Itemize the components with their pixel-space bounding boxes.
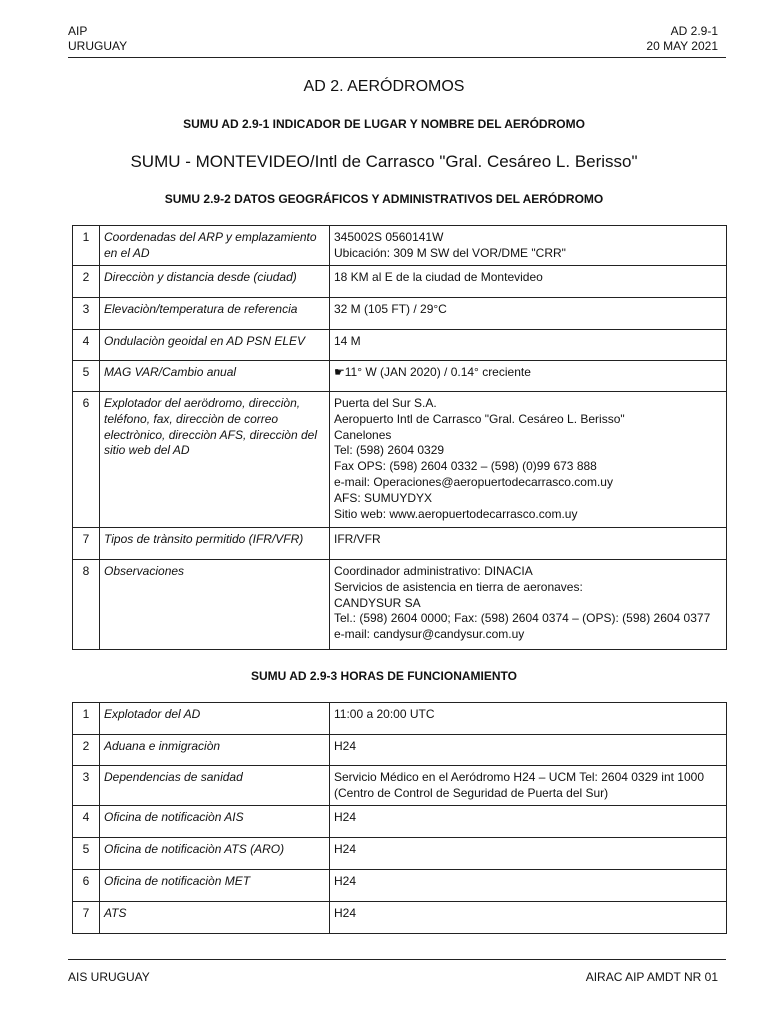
value-line: Servicios de asistencia en tierra de aeronaves: (334, 579, 583, 594)
row-number: 6 (73, 392, 100, 528)
value-line: Ubicación: 309 M SW del VOR/DME "CRR" (334, 245, 566, 260)
row-value (330, 902, 727, 934)
value-line: AFS: SUMUYDYX (334, 490, 433, 505)
row-number: 1 (73, 703, 100, 735)
row-number: 5 (73, 838, 100, 870)
value-line: CANDYSUR SA (334, 595, 421, 610)
table-row (73, 766, 727, 806)
row-value (330, 392, 727, 528)
row-value (330, 766, 727, 806)
row-value (330, 266, 727, 298)
value-line: 11:00 a 20:00 UTC (334, 707, 435, 721)
table-row (73, 870, 727, 902)
row-number: 6 (73, 870, 100, 902)
row-label: Explotador del AD (100, 703, 330, 735)
table-row (73, 298, 727, 330)
footer-rule (68, 959, 726, 960)
value-line: e-mail: Operaciones@aeropuertodecarrasco.com.uy (334, 474, 613, 489)
value-line: 32 M (105 FT) / 29°C (334, 302, 447, 316)
row-number: 4 (73, 806, 100, 838)
value-line: Tel.: (598) 2604 0000; Fax: (598) 2604 0374 – (OPS): (598) 2604 0377 (334, 611, 711, 626)
row-number: 2 (73, 266, 100, 298)
table-row (73, 806, 727, 838)
row-value (330, 330, 727, 361)
row-label: Oficina de notificaciòn MET (100, 870, 330, 902)
value-line: H24 (334, 810, 357, 824)
value-line: H24 (334, 842, 357, 856)
value-line: H24 (334, 874, 357, 888)
row-number: 3 (73, 298, 100, 330)
value-line: Canelones (334, 427, 392, 442)
header-country: URUGUAY (68, 39, 128, 53)
table-row (73, 735, 727, 766)
header-left (68, 24, 127, 54)
value-line: Fax OPS: (598) 2604 0332 – (598) (0)99 673 888 (334, 459, 597, 474)
value-line: e-mail: candysur@candysur.com.uy (334, 627, 525, 642)
row-label: Oficina de notificaciòn ATS (ARO) (100, 838, 330, 870)
table-row (73, 361, 727, 392)
row-label: Ondulaciòn geoidal en AD PSN ELEV (100, 330, 330, 361)
value-line: (Centro de Control de Seguridad de Puerta del Sur) (334, 785, 609, 800)
table-row (73, 392, 727, 528)
row-label: ATS (100, 902, 330, 934)
header-rule (68, 57, 726, 58)
table-row (73, 902, 727, 934)
row-value (330, 528, 727, 560)
geographic-admin-table (72, 225, 727, 650)
value-line: IFR/VFR (334, 532, 381, 546)
value-line: 345002S 0560141W (334, 230, 444, 244)
table-row (73, 560, 727, 650)
row-value (330, 226, 727, 266)
row-number: 2 (73, 735, 100, 766)
row-value (330, 838, 727, 870)
value-line: ☛11° W (JAN 2020) / 0.14° creciente (334, 365, 531, 379)
header-right (646, 24, 718, 54)
row-label: Direcciòn y distancia desde (ciudad) (100, 266, 330, 298)
row-number: 1 (73, 226, 100, 266)
value-line: 14 M (334, 334, 361, 348)
row-number: 8 (73, 560, 100, 650)
table-row (73, 226, 727, 266)
row-number: 4 (73, 330, 100, 361)
row-value (330, 560, 727, 650)
row-label: Dependencias de sanidad (100, 766, 330, 806)
operating-hours-table (72, 702, 727, 934)
header-aip: AIP (68, 24, 88, 38)
aerodrome-name: SUMU - MONTEVIDEO/Intl de Carrasco "Gral. Cesáreo L. Berisso" (130, 152, 638, 171)
row-label: Explotador del aerödromo, direcciòn, teléfono, fax, direcciòn de correo electrònico, direcciòn AFS, direcciòn del sitio web del AD (100, 392, 330, 528)
footer-right: AIRAC AIP AMDT NR 01 (585, 970, 718, 984)
table-row (73, 703, 727, 735)
row-number: 3 (73, 766, 100, 806)
value-line: Puerta del Sur S.A. (334, 396, 437, 410)
value-line: Servicio Médico en el Aeródromo H24 – UCM Tel: 2604 0329 int 1000 (334, 770, 704, 784)
value-line: H24 (334, 739, 357, 753)
table-row (73, 528, 727, 560)
row-value (330, 735, 727, 766)
section1-heading: SUMU AD 2.9-1 INDICADOR DE LUGAR Y NOMBRE DEL AERÓDROMO (183, 117, 585, 131)
row-value (330, 870, 727, 902)
row-label: MAG VAR/Cambio anual (100, 361, 330, 392)
row-value (330, 361, 727, 392)
header-date: 20 MAY 2021 (646, 39, 718, 53)
row-number: 5 (73, 361, 100, 392)
row-number: 7 (73, 902, 100, 934)
header-page-ref: AD 2.9-1 (670, 24, 718, 38)
value-line: Sitio web: www.aeropuertodecarrasco.com.uy (334, 506, 578, 521)
value-line: Coordinador administrativo: DINACIA (334, 564, 533, 578)
row-label: Oficina de notificaciòn AIS (100, 806, 330, 838)
row-value (330, 298, 727, 330)
row-number: 7 (73, 528, 100, 560)
row-value (330, 806, 727, 838)
table-row (73, 330, 727, 361)
row-label: Coordenadas del ARP y emplazamiento en el AD (100, 226, 330, 266)
row-label: Observaciones (100, 560, 330, 650)
row-label: Aduana e inmigraciòn (100, 735, 330, 766)
row-label: Elevaciòn/temperatura de referencia (100, 298, 330, 330)
value-line: Tel: (598) 2604 0329 (334, 443, 445, 458)
row-label: Tipos de trànsito permitido (IFR/VFR) (100, 528, 330, 560)
value-line: 18 KM al E de la ciudad de Montevideo (334, 270, 543, 284)
section3-heading: SUMU AD 2.9-3 HORAS DE FUNCIONAMIENTO (250, 669, 518, 683)
table-row (73, 266, 727, 298)
footer-left: AIS URUGUAY (68, 970, 150, 984)
row-value (330, 703, 727, 735)
value-line: H24 (334, 906, 357, 920)
table-row (73, 838, 727, 870)
value-line: Aeropuerto Intl de Carrasco "Gral. Cesáreo L. Berisso" (334, 411, 625, 426)
section2-heading: SUMU 2.9-2 DATOS GEOGRÁFICOS Y ADMINISTRATIVOS DEL AERÓDROMO (164, 192, 604, 206)
page-title: AD 2. AERÓDROMOS (303, 78, 465, 95)
